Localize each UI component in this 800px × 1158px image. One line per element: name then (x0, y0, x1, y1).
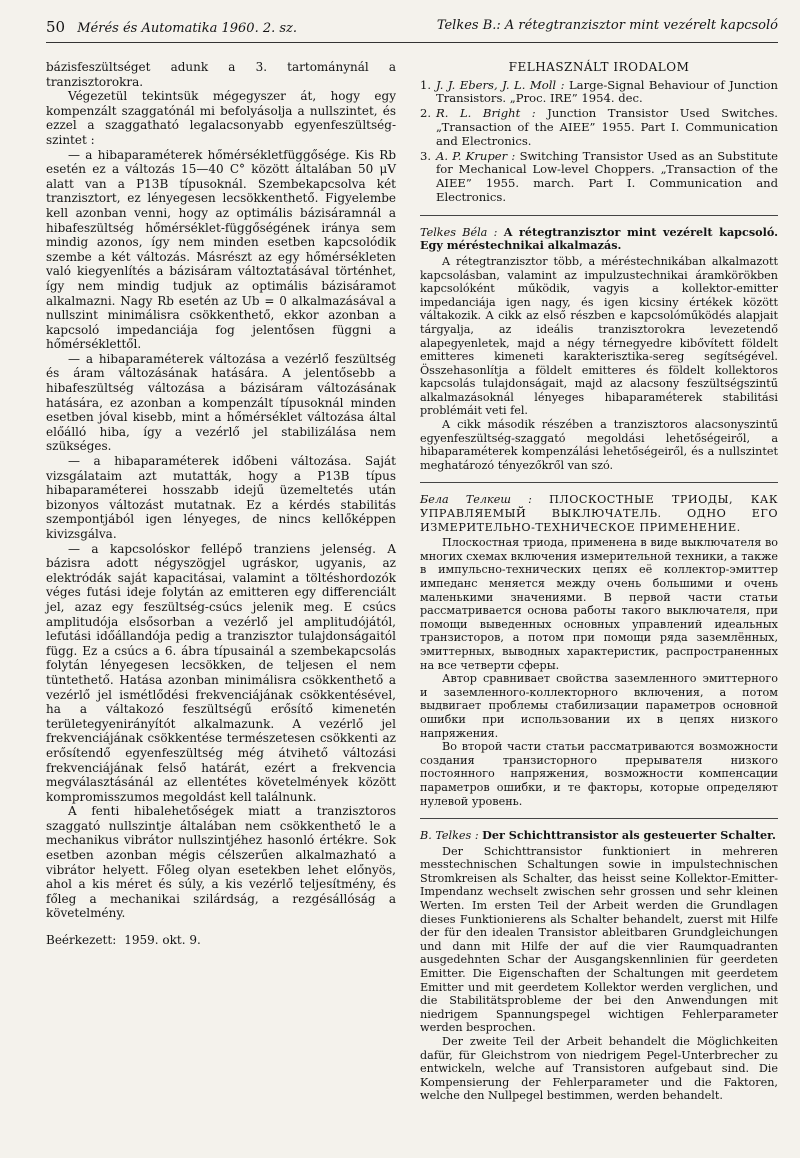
abstract-title: ПЛОСКОСТНЫЕ ТРИОДЫ, КАК УПРАВЛЯЕМЫЙ ВЫКЛЮЧАТЕЛЬ. ОДНО ЕГО ИЗМЕРИТЕЛЬНО-ТЕХНИЧЕСКОЕ ПРИМЕНЕНИЕ. (420, 493, 778, 534)
body-paragraph: — a hibaparaméterek időbeni változása. Saját vizsgálataim azt mutatták, hogy a P13B típus hibaparaméterei hosszabb idejű üzemeltetés után bizonyos változást mutatnak. Ez a kérdés stabilitás szempontjából igen lényeges, de nincs kellőképpen kivizsgálva. (46, 454, 396, 541)
body-paragraph: bázisfeszültséget adunk a 3. tartománynál a tranzisztorokra. (46, 60, 396, 89)
header-left (46, 18, 297, 36)
received-label: Beérkezett: (46, 933, 117, 948)
abstract-heading (420, 493, 778, 534)
abstract-author: Бела Телкеш : (420, 493, 532, 507)
reference-authors: R. L. Bright : (436, 106, 536, 121)
body-paragraph: A fenti hibalehetőségek miatt a tranzisztoros szaggató nullszintje általában nem csökkenthető le a mechanikus vibrátor nullszintjéhez hasonló értékre. Sok esetben azonban mégis célszerűen alkalmazható a vibrátor helyett. Főleg olyan esetekben lehet előnyös, ahol a kis méret és súly, a kis vezérlő teljesítmény, és főleg a mechanikai szilárdság, a rezgésállóság a követelmény. (46, 804, 396, 921)
abstract-paragraph: A cikk második részében a tranzisztoros alacsonyszintű egyenfeszültség-szaggató megoldási lehetőségeiről, a hibaparaméterek kompenzálási lehetőségeiről, és a nullszintet meghatározó tényezőkről van szó. (420, 418, 778, 472)
abstract-paragraph: Der Schichttransistor funktioniert in mehreren messtechnischen Schaltungen sowie in impulstechnischen Stromkreisen als Schalter, das heisst seine Kollektor-Emitter-Impendanz wechselt zwischen sehr grossen und sehr kleinen Werten. Im ersten Teil der Arbeit werden die Grundlagen dieses Funktionierens als Schalter behandelt, zuerst mit Hilfe der für den idealen Transistor ableitbaren Grundgleichungen und dann mit Hilfe der auf die vier Raumquadranten ausgedehnten Schar der Ausgangskennlinien für geerdeten Emitter. Die Eigenschaften der Schaltungen mit geerdetem Emitter und mit geerdetem Kollektor werden verglichen, und die Stabilitätsprobleme der bei den Anwendungen mit niedrigem Spannungspegel wichtigen Fehlerparameter werden besprochen. (420, 844, 778, 1035)
body-paragraph: — a kapcsolóskor fellépő tranziens jelenség. A bázisra adott négyszögjel ugráskor, ugyanis, az elektródák saját kapacitásai, valamint a töltéshordozók véges futási ideje folytán az emitteren egy differenciált jel, azaz egy feszültség-csúcs jelenik meg. E csúcs amplitudója elsősorban a vezérlő jel amplitudójától, lefutási időállandója pedig a tranzisztor tulajdonságaitól függ. Ez a csúcs a 6. ábra típusainál a szembekapcsolás folytán lényegesen lecsökken, de teljesen el nem tüntethető. Hatása azonban minimálisra csökkenthető a vezérlő jel ismétlődési frekvenciájának csökkentésével, ha a váltakozó feszültségű erősítő kimenetén területegyenirányítót alkalmazunk. A vezérlő jel frekvenciájának csökkentése természetesen csökkenti az erősítendő egyenfeszültség még átvihető változási frekvenciájának felső határát, ezért a frekvencia megválasztásánál az ellentétes követelmények között kompromisszumos megoldást kell találnunk. (46, 541, 396, 804)
abstract-paragraph: Плоскостная триода, применена в виде выключателя во многих схемах включения измерительной техники, а также в импульсно-технических цепях её коллектор-эмиттер импеданс меняется между очень большими и очень маленькими значениями. В первой части статьи рассматривается основа работы такого выключателя, при помощи выведенных основных управлений идеальных транзисторов, а потом при помощи ряда заземлённых, эмиттерных, выводных характеристик, распространенных на все четверти сферы. (420, 536, 778, 672)
references-title: FELHASZNÁLT IRODALOM (508, 60, 690, 74)
reference-authors: J. J. Ebers, J. L. Moll : (436, 77, 565, 92)
abstract-german (420, 829, 778, 1103)
reference-authors: A. P. Kruper : (436, 148, 516, 163)
abstract-paragraph: Der zweite Teil der Arbeit behandelt die Möglichkeiten dafür, für Gleichstrom von niedrigem Pegel-Unterbrecher zu entwickeln, welche auf Transistoren aufgebaut sind. Die Kompensierung der Fehlerparameter und die Faktoren, welche den Nullpegel bestimmen, werden behandelt. (420, 1035, 778, 1103)
reference-number: 3. (420, 148, 432, 163)
received-line (46, 933, 396, 948)
abstract-title: Der Schichttransistor als gesteuerter Schalter. (482, 828, 776, 843)
abstract-author: B. Telkes : (420, 829, 479, 843)
body-paragraph: — a hibaparaméterek hőmérsékletfüggősége. Kis Rb esetén ez a változás 15—40 C° között általában 50 μV alatt van a P13B típusoknál. Szembekapcsolva két tranzisztort, ez lényegesen lecsökkenthető. Figyelembe kell azonban venni, hogy az optimális bázisáramnál a hibafeszültség hőmérséklet-függőségének iránya sem mindig azonos, így nem minden esetben kapcsolódik szembe a két változás. Másrészt az egy hőmérsékleten való kiegyenlítés a bázisáram változtatásával történhet, így nem mindig tudjuk az optimális bázisáramot alkalmazni. Nagy Rb esetén az Ub = 0 alkalmazásával a nullszint minimálisra csökkenthető, ekkor azonban a kapcsoló impedanciája fog jelentősen függni a hőmérséklettől. (46, 147, 396, 352)
page-number: 50 (46, 18, 66, 36)
body-paragraph: — a hibaparaméterek változása a vezérlő feszültség és áram változásának hatására. A jelentősebb a hibafeszültség változása a bázisáram változásának hatására, ez azonban a kompenzált típusoknál minden esetben jóval kisebb, mint a hőmérséklet változása által előálló hiba, így a vezérlő jel stabilizálása nem szükséges. (46, 351, 396, 454)
received-date: 1959. okt. 9. (124, 933, 201, 948)
abstract-russian (420, 493, 778, 808)
abstract-title: A rétegtranzisztor mint vezérelt kapcsoló. Egy méréstechnikai alkalmazás. (420, 224, 778, 253)
page-header (46, 10, 778, 43)
abstract-heading (420, 226, 778, 253)
abstract-author: Telkes Béla : (420, 225, 498, 239)
reference-item (420, 150, 778, 205)
reference-text: Junction Transistor Used Switches. „Transaction of the AIEE” 1955. Part I. Communication and Electronics. (436, 106, 778, 148)
section-divider (420, 482, 778, 483)
reference-text: Large-Signal Behaviour of Junction Transistors. „Proc. IRE” 1954. dec. (436, 77, 778, 106)
running-title: Telkes B.: A rétegtranzisztor mint vezérelt kapcsoló (436, 18, 778, 33)
reference-number: 1. (420, 77, 432, 92)
right-column (420, 60, 778, 1103)
journal-name: Mérés és Automatika 1960. 2. sz. (77, 21, 298, 36)
body-paragraph: Végezetül tekintsük mégegyszer át, hogy egy kompenzált szaggatónál mi befolyásolja a nullszintet, és ezzel a szaggatható legalacsonyabb egyenfeszültség-szintet : (46, 89, 396, 147)
abstract-paragraph: Автор сравнивает свойства заземленного эмиттерного и заземленного-коллекторного включения, а потом выдвигает проблемы стабилизации параметров основной ошибки при использовании их в цепях низкого напряжения. (420, 672, 778, 740)
abstract-paragraph: A rétegtranzisztor több, a méréstechnikában alkalmazott kapcsolásban, valamint az impulzustechnikai áramkörökben kapcsolóként működik, vagyis a kollektor-emitter impedanciája igen nagy, és igen kicsiny értékek között váltakozik. A cikk az első részben e kapcsolóműködés alapjait tárgyalja, az ideális tranzisztorokra levezetendő alapegyenletek, majd a négy térnegyedre kibővített földelt emitteres kimeneti karakterisztika-sereg segítségével. Összehasonlítja a földelt emitteres és földelt kollektoros kapcsolás tulajdonságait, majd az alacsony feszültségszintű alkalmazásoknál lényeges hibaparaméterek stabilitási problémáit veti fel. (420, 254, 778, 418)
abstract-hungarian (420, 226, 778, 473)
reference-item (420, 79, 778, 107)
section-divider (420, 818, 778, 819)
section-divider (420, 215, 778, 216)
references-section (420, 60, 778, 205)
abstract-paragraph: Во второй части статьи рассматриваются возможности создания транзисторного прерывателя низкого постоянного напряжения, возможности компенсации параметров ошибки, и те факторы, которые определяют нулевой уровень. (420, 740, 778, 808)
reference-text: Switching Transistor Used as an Substitute for Mechanical Low-level Choppers. „Transaction of the AIEE” 1955. march. Part I. Communication and Electronics. (436, 148, 779, 204)
left-column (46, 60, 396, 948)
reference-number: 2. (420, 106, 432, 121)
abstract-heading (420, 829, 778, 843)
reference-item (420, 107, 778, 148)
